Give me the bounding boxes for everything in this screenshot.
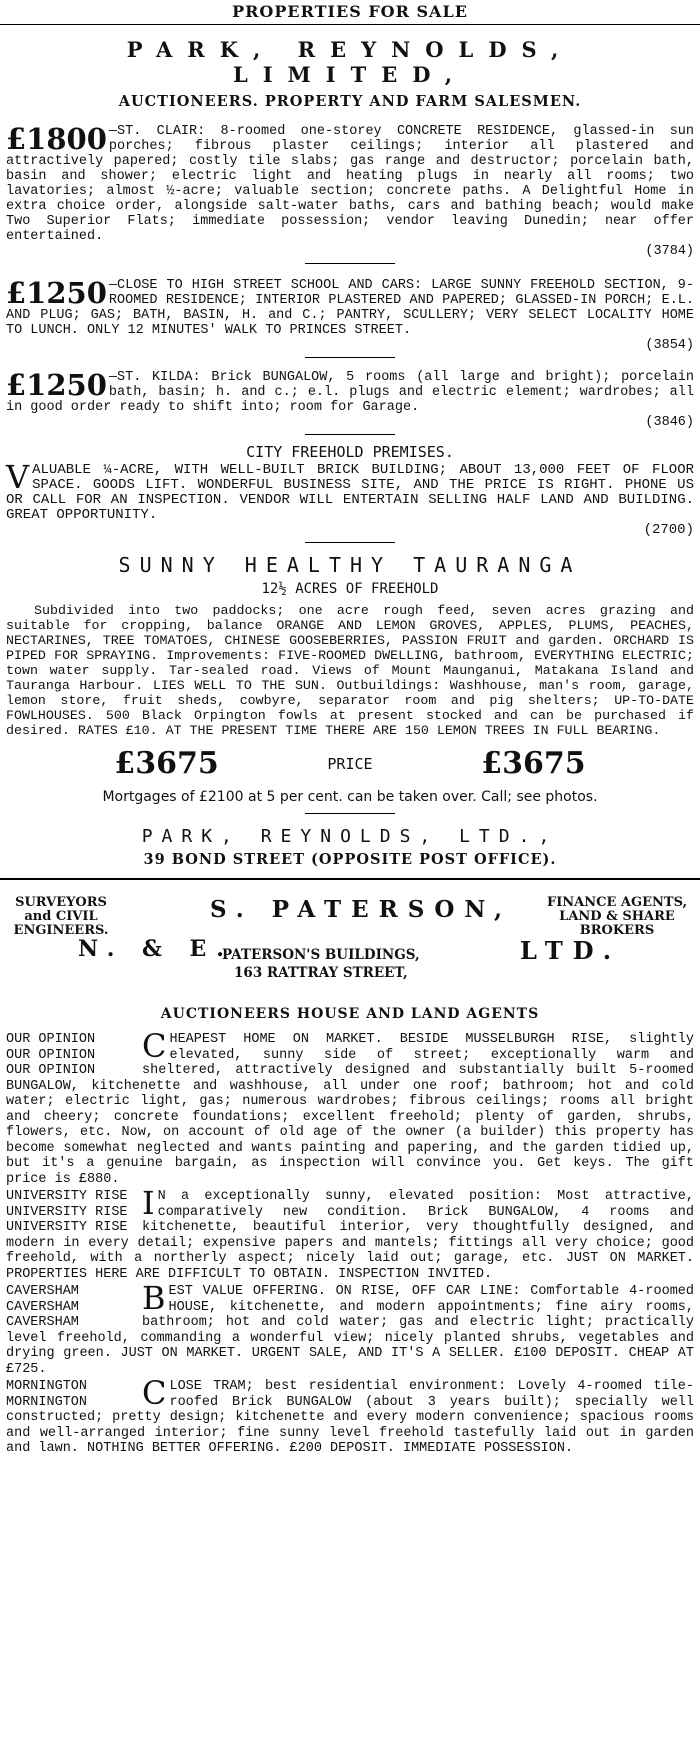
listing-caversham	[0, 1279, 700, 1377]
location-labels	[6, 1189, 138, 1236]
paterson-subtitle: AUCTIONEERS HOUSE AND LAND AGENTS	[160, 1006, 540, 1022]
location-labels	[6, 1379, 138, 1410]
location-label: OUR OPINION	[6, 1063, 96, 1078]
location-label: CAVERSHAM	[6, 1315, 79, 1330]
dropcap: C	[142, 1374, 167, 1412]
paterson-address	[222, 946, 420, 982]
location-label: MORNINGTON	[6, 1394, 88, 1410]
dropcap: B	[142, 1279, 166, 1317]
ad-price: £1250	[6, 276, 107, 310]
ad-text: —ST. CLAIR: 8-roomed one-storey CONCRETE RESIDENCE, glassed-in sun porches; fibrous plaster ceilings; interior all plastered and attractively papered; costly tile slabs; gas range and destructor; porcelain bath, basin and shower; electric light and heating plugs in nearly all rooms; two lavatories; almost ½-acre; valuable section; concrete paths. A Delightful Home in extra choice order, alongside salt-water baths, cars and bathing beach; would make Two Superior Flats; immediate possession; vendor leaving Dunedin; near offer entertained.	[6, 124, 694, 244]
dropcap: V	[6, 458, 30, 496]
location-label: CAVERSHAM	[6, 1299, 79, 1315]
paterson-street: 163 RATTRAY STREET,	[234, 965, 408, 981]
divider	[305, 357, 395, 358]
section-header: PROPERTIES FOR SALE	[0, 2, 700, 25]
divider-full	[0, 878, 700, 880]
footer-firm: PARK, REYNOLDS, LTD.,	[141, 826, 559, 847]
paterson-building: PATERSON'S BUILDINGS,	[222, 947, 420, 963]
divider	[305, 542, 395, 543]
listing-university-rise	[0, 1184, 700, 1282]
location-label: OUR OPINION	[6, 1047, 96, 1063]
listing-high-street	[0, 278, 700, 353]
city-ref: (2700)	[643, 522, 694, 538]
location-label: CAVERSHAM	[6, 1284, 79, 1299]
firm-name: PARK, REYNOLDS, LIMITED,	[126, 37, 574, 87]
listing-text: EST VALUE OFFERING. ON RISE, OFF CAR LINE: Comfortable 4-roomed HOUSE, kitchenette, and modern appointments; fine airy rooms, bathroom; hot and cold water; gas and electric light; practically level freehold, commanding a wonderful view; nicely planted shrubs, vegetables and drying green. JUST ON MARKET. URGENT SALE, AND IT'S A SELLER. £100 DEPOSIT. CHEAP AT £725.	[6, 1284, 694, 1377]
listing-st-kilda	[0, 370, 700, 430]
listing-mornington	[0, 1374, 700, 1457]
tauranga-acres: 12½ ACRES OF FREEHOLD	[261, 581, 439, 597]
tauranga-price-row	[60, 746, 640, 781]
ad-price: £1250	[6, 368, 107, 402]
location-label: UNIVERSITY RISE	[6, 1204, 128, 1220]
location-label: MORNINGTON	[6, 1379, 88, 1394]
price-right: £3675	[481, 746, 586, 781]
listing-text: LOSE TRAM; best residential environment: Lovely 4-roomed tile-roofed Brick BUNGALOW (about 3 years built); specially well constructed; pretty design; kitchenette and every modern convenience; spacious rooms and well-arranged interior; fine sunny level freehold tastefully laid out in garden and lawn. NOTHING BETTER OFFERING. £200 DEPOSIT. IMMEDIATE POSSESSION.	[6, 1379, 694, 1456]
divider	[305, 434, 395, 435]
paterson-left: SURVEYORS and CIVIL ENGINEERS.	[13, 895, 109, 938]
tauranga-text: Subdivided into two paddocks; one acre rough feed, seven acres grazing and suitable for cropping, balance ORANGE AND LEMON GROVES, APPLES, PLUMS, PEACHES, NECTARINES, TREE TOMATOES, CHINESE GOOSEBERRIES, PASSION FRUIT and garden. ORCHARD IS PIPED FOR SPRAYING. Improvements: FIVE-ROOMED DWELLING, bathroom, EVERYTHING ELECTRIC; town water supply. Tar-sealed road. Views of Mount Maunganui, Matakana Island and Tauranga Harbour. LIES WELL TO THE SUN. Outbuildings: Washhouse, man's room, garage, lemon store, fruit sheds, cowbyre, separator room and pig shelters; UP-TO-DATE FOWLHOUSES. 500 Black Orpington fowls at present stocked and can be purchased if desired. RATES £10. AT THE PRESENT TIME THERE ARE 150 LEMON TREES IN FULL BEARING.	[6, 603, 694, 738]
location-labels	[6, 1284, 138, 1331]
listing-st-clair	[0, 124, 700, 259]
dropcap: C	[142, 1027, 167, 1065]
firm-subtitle: AUCTIONEERS. PROPERTY AND FARM SALESMEN.	[118, 93, 582, 110]
paterson-initials: N. & E.	[78, 936, 234, 962]
listing-text: N a exceptionally sunny, elevated position: Most attractive, comparatively new condition. Brick BUNGALOW, 4 rooms and kitchenette, beautiful interior, very thoughtfully designed, and modern in every detail; expensive papers and mantels; fittings all very choice; good freehold, with a northerly aspect; nicely laid out; garage, etc. JUST ON MARKET. PROPERTIES HERE ARE DIFFICULT TO OBTAIN. INSPECTION INVITED.	[6, 1189, 694, 1282]
city-listing	[0, 458, 700, 538]
location-label: UNIVERSITY RISE	[6, 1220, 128, 1235]
mortgage-note: Mortgages of £2100 at 5 per cent. can be taken over. Call; see photos.	[102, 789, 598, 805]
listing-text: HEAPEST HOME ON MARKET. BESIDE MUSSELBURGH RISE, slightly elevated, sunny side of street; exceptionally warm and sheltered, attractively designed and substantially built 5-roomed BUNGALOW, kitchenette and washhouse, all under one roof; bathroom; hot and cold water; electric light, gas; numerous wardrobes; fibrous ceilings; rooms all bright and cheery; concrete foundations; excellent freehold; plenty of garden, shrubs, flowers, etc. Now, on account of old age of the owner (a builder) this property has become somewhat neglected and wants painting and papering, and the garden tidied up, but it's a genuine bargain, as inspection will convince you. Get keys. The gift price is £880.	[6, 1032, 694, 1187]
paterson-name: S. PATERSON,	[210, 896, 512, 923]
location-labels	[6, 1032, 138, 1079]
footer-address: 39 BOND STREET (OPPOSITE POST OFFICE).	[143, 851, 557, 868]
location-label: UNIVERSITY RISE	[6, 1189, 128, 1204]
price-label: PRICE	[327, 754, 373, 773]
paterson-right: FINANCE AGENTS, LAND & SHARE BROKERS	[546, 895, 688, 938]
ad-ref: (3846)	[645, 415, 694, 430]
paterson-ltd: LTD.	[520, 936, 622, 965]
listing-our-opinion	[0, 1027, 700, 1187]
ad-price: £1800	[6, 122, 107, 156]
divider	[305, 263, 395, 264]
ad-text: —CLOSE TO HIGH STREET SCHOOL AND CARS: LARGE SUNNY FREEHOLD SECTION, 9-ROOMED RESIDENCE; INTERIOR PLASTERED AND PAPERED; GLASSED-IN PORCH; E.L. AND PLUG; GAS; BATH, BASIN, H. and C.; PANTRY, SCULLERY; VERY SELECT LOCALITY HOME TO LUNCH. ONLY 12 MINUTES' WALK TO PRINCES STREET.	[6, 278, 694, 338]
paterson-header	[0, 886, 700, 1026]
ad-ref: (3784)	[645, 244, 694, 259]
dropcap: I	[142, 1184, 155, 1222]
divider	[305, 813, 395, 814]
ad-ref: (3854)	[645, 338, 694, 353]
city-text: ALUABLE ¼-ACRE, WITH WELL-BUILT BRICK BUILDING; ABOUT 13,000 FEET OF FLOOR SPACE. GOODS LIFT. WONDERFUL BUSINESS SITE, AND THE PRICE IS RIGHT. PHONE US OR CALL FOR AN INSPECTION. VENDOR WILL ENTERTAIN SELLING HALF LAND AND BUILDING. GREAT OPPORTUNITY.	[6, 462, 694, 523]
location-label: OUR OPINION	[6, 1032, 96, 1047]
tauranga-title: SUNNY HEALTHY TAURANGA	[118, 553, 582, 577]
price-left: £3675	[114, 746, 219, 781]
ad-text: —ST. KILDA: Brick BUNGALOW, 5 rooms (all large and bright); porcelain bath, basin; h. and c.; e.l. plugs and electric element; wardrobes; all in good order ready to shift into; room for Garage.	[6, 370, 694, 415]
city-title: CITY FREEHOLD PREMISES.	[246, 443, 454, 461]
